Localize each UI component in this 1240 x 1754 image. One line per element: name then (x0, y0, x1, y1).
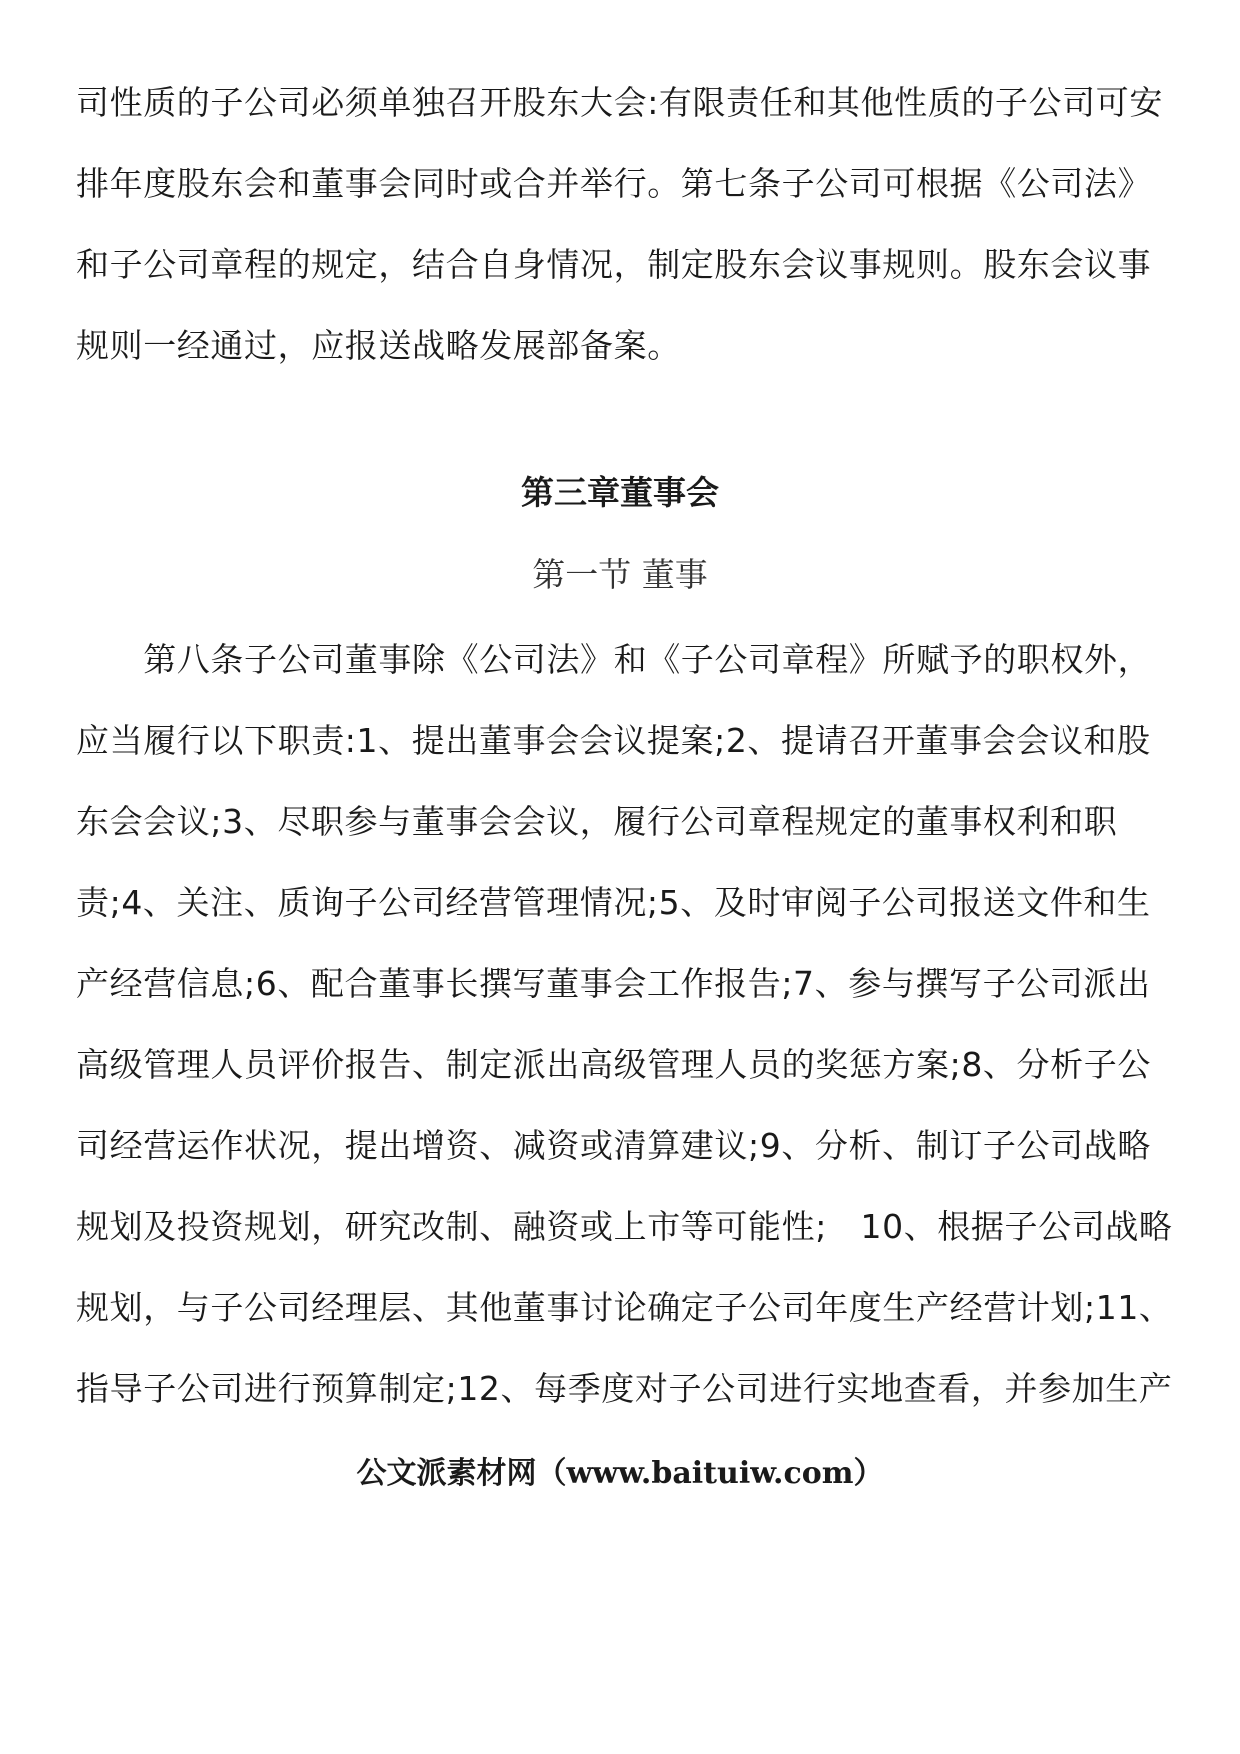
article-line-9: 规划，与子公司经理层、其他董事讨论确定子公司年度生产经营计划;11、 (76, 1288, 1173, 1327)
article-line-3: 东会会议;3、尽职参与董事会会议，履行公司章程规定的董事权利和职 (76, 802, 1118, 841)
article-line-7: 司经营运作状况，提出增资、减资或清算建议;9、分析、制订子公司战略 (76, 1126, 1151, 1165)
article-line-2: 应当履行以下职责:1、提出董事会会议提案;2、提请召开董事会会议和股 (76, 721, 1151, 760)
section-title: 第一节 董事 (532, 555, 708, 594)
paragraph-line-1: 司性质的子公司必须单独召开股东大会:有限责任和其他性质的子公司可安 (76, 83, 1163, 122)
article-line-1: 第八条子公司董事除《公司法》和《子公司章程》所赋予的职权外， (76, 640, 1152, 679)
article-line-5: 产经营信息;6、配合董事长撰写董事会工作报告;7、参与撰写子公司派出 (76, 964, 1151, 1003)
article-line-6: 高级管理人员评价报告、制定派出高级管理人员的奖惩方案;8、分析子公 (76, 1045, 1151, 1084)
paragraph-line-2: 排年度股东会和董事会同时或合并举行。第七条子公司可根据《公司法》 (76, 164, 1152, 203)
article-line-4: 责;4、关注、质询子公司经营管理情况;5、及时审阅子公司报送文件和生 (76, 883, 1151, 922)
paragraph-line-3: 和子公司章程的规定，结合自身情况，制定股东会议事规则。股东会议事 (76, 245, 1152, 284)
article-line-8: 规划及投资规划，研究改制、融资或上市等可能性; 10、根据子公司战略 (76, 1207, 1173, 1246)
paragraph-line-4: 规则一经通过，应报送战略发展部备案。 (76, 326, 681, 365)
article-line-10: 指导子公司进行预算制定;12、每季度对子公司进行实地查看，并参加生产 (76, 1369, 1173, 1408)
footer-watermark: 公文派素材网（www.baituiw.com） (356, 1456, 884, 1491)
chapter-title: 第三章董事会 (521, 473, 719, 512)
